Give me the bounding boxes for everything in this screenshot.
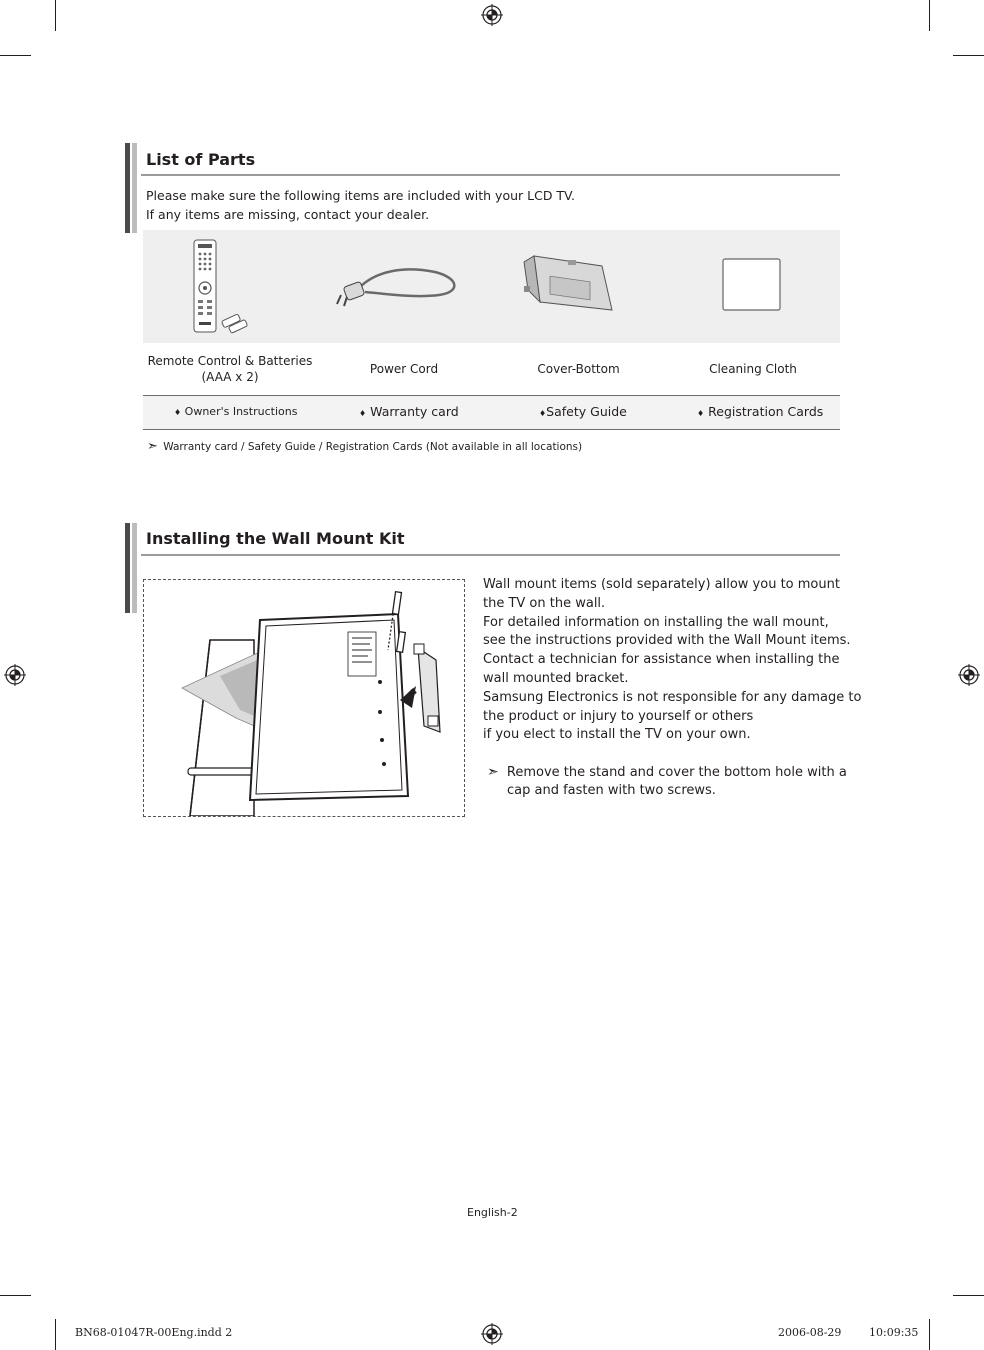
note-line: Remove the stand and cover the bottom hole with a — [506, 765, 847, 780]
slug-date: 2006-08-29 — [778, 1326, 842, 1339]
part-label-line: Cover-Bottom — [537, 362, 620, 376]
section-marker — [125, 143, 130, 233]
documents-row — [143, 395, 840, 430]
crop-mark — [953, 55, 984, 56]
crop-mark — [953, 1295, 984, 1296]
document-item — [359, 404, 459, 419]
part-label-line: Remote Control & Batteries — [147, 354, 313, 368]
paragraph-line: see the instructions provided with the Wall Mount items. — [483, 633, 851, 649]
part-label — [491, 361, 666, 377]
paragraph-line: Samsung Electronics is not responsible for any damage to — [483, 689, 862, 705]
bullet-icon: ♦ — [174, 408, 182, 417]
document-item — [697, 404, 823, 419]
part-label — [143, 353, 317, 385]
registration-mark-icon — [481, 1323, 503, 1345]
bullet-icon: ♦ — [359, 409, 367, 418]
intro-text: If any items are missing, contact your dealer. — [146, 207, 430, 222]
section-marker — [125, 523, 130, 613]
power-cord-icon — [335, 262, 463, 314]
crop-mark — [55, 0, 56, 31]
bullet-icon: ♦ — [539, 409, 547, 418]
crop-mark — [0, 55, 31, 56]
parts-note — [147, 439, 582, 454]
cover-bottom-icon — [520, 250, 616, 316]
registration-mark-icon — [4, 664, 26, 686]
part-label-line: Cleaning Cloth — [709, 362, 797, 376]
section-title: List of Parts — [146, 150, 256, 169]
paragraph-line: the product or injury to yourself or others — [483, 708, 754, 724]
page-number: English-2 — [467, 1206, 518, 1219]
paragraph-line: Contact a technician for assistance when installing the — [483, 652, 840, 668]
registration-mark-icon — [481, 4, 503, 26]
part-label-line: Power Cord — [369, 362, 439, 376]
file-slug: BN68-01047R-00Eng.indd 2 — [75, 1326, 233, 1339]
remote-control-icon — [190, 238, 250, 334]
paragraph-line: wall mounted bracket. — [483, 670, 629, 686]
section-rule — [141, 174, 840, 176]
crop-mark — [929, 0, 930, 31]
paragraph-line: For detailed information on installing the wall mount, — [483, 614, 829, 630]
section-title: Installing the Wall Mount Kit — [146, 529, 405, 548]
part-label — [317, 361, 491, 377]
note-arrow-icon: ➣ — [487, 764, 499, 780]
cleaning-cloth-icon — [722, 258, 782, 312]
note-line: cap and fasten with two screws. — [507, 783, 716, 798]
document-item — [174, 405, 297, 418]
intro-text: Please make sure the following items are included with your LCD TV. — [146, 188, 575, 203]
bullet-icon: ♦ — [697, 409, 705, 418]
document-label: Owner's Instructions — [184, 405, 298, 418]
crop-mark — [929, 1319, 930, 1350]
crop-mark — [0, 1295, 31, 1296]
crop-mark — [55, 1319, 56, 1350]
section-rule — [141, 554, 840, 556]
document-item — [539, 404, 627, 419]
part-label — [666, 361, 840, 377]
paragraph-line: the TV on the wall. — [483, 595, 606, 611]
paragraph-line: if you elect to install the TV on your own. — [483, 727, 751, 743]
registration-mark-icon — [958, 664, 980, 686]
tv-wall-mount-diagram-icon — [144, 580, 464, 816]
note-arrow-icon: ➣ — [147, 439, 158, 454]
part-label-line: (AAA x 2) — [201, 370, 259, 384]
section-marker — [132, 143, 137, 233]
wall-mount-note — [507, 782, 716, 801]
wall-mount-illustration — [143, 579, 465, 817]
document-label: Safety Guide — [546, 404, 627, 419]
slug-time: 10:09:35 — [869, 1326, 919, 1339]
section-marker — [132, 523, 137, 613]
wall-mount-paragraph — [483, 576, 861, 745]
paragraph-line: Wall mount items (sold separately) allow you to mount — [483, 577, 840, 592]
note-text: Warranty card / Safety Guide / Registration Cards (Not available in all locations) — [163, 441, 583, 453]
document-label: Warranty card — [370, 404, 459, 419]
wall-mount-note — [487, 763, 847, 783]
document-label: Registration Cards — [708, 404, 824, 419]
